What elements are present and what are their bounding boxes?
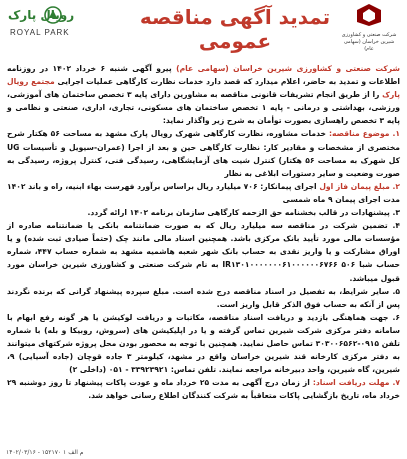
- company-seal-icon: [354, 2, 384, 28]
- item-label: ۶.: [392, 312, 400, 322]
- intro-lead: شرکت صنعتی و کشاورزی شیرین خراسان (سهامی عام): [176, 64, 400, 73]
- item-3: [7, 206, 400, 219]
- item-label: ۴.: [392, 221, 400, 231]
- item-text: پیشنهادات در قالب بخشنامه حق الزحمه کارگاهی سازمان برنامه ۱۴۰۲ ارائه گردد.: [87, 208, 393, 218]
- company-caption: شرکت صنعتی و کشاورزی شیرین خراسان (سهامی عام): [341, 32, 397, 52]
- intro-text: پیرو آگهی شنبه ۶ خرداد ۱۴۰۲ در روزنامه اطلاعات و تمدید به حاضر، اعلام میدارد که قصد دارد خدمات نظارت کارگاهی عملیات اجرایی: [7, 64, 400, 87]
- item-label: ۵.: [392, 286, 400, 296]
- item-1: [7, 127, 400, 179]
- item-text: از زمان درج آگهی به مدت ۲۵ خرداد ماه و عودت پاکات پیشنهاد تا روز دوشنبه ۲۹ خرداد ماه، تاریخ بازگشایی پاکات متعاقباً به شرکت کنندگان اطلاع رسانی خواهد شد.: [7, 378, 400, 401]
- header: [0, 0, 407, 62]
- intro-paragraph: [7, 62, 400, 127]
- item-4: [7, 219, 400, 284]
- item-label: ۱. موضوع مناقصه:: [328, 129, 400, 139]
- notice-title: تمدید آگهی مناقصه عمومی: [139, 5, 331, 53]
- company-logo: [339, 2, 399, 53]
- item-text: اجرای پیمانکار: ۷۰۶ میلیارد ریال براساس برآورد فهرست بهاء ابنیه، راه و باند ۱۴۰۲ مدت اجرای پیمان ۹ ماه شمسی: [7, 181, 400, 204]
- item-text: خدمات مشاوره، نظارت کارگاهی شهرک رویال پارک مشهد به مساحت ۵۶ هکتار شرح مختصری از مشخصات و مقادیر کار: نظارت کارگاهی حین و بعد از اجرا (عمران-سیویل و تأسیسات UG کل شهرک به مساحت ۵۶ هکتار) کنترل شیت های آزمایشگاهی، رسیدگی فنی، کنترل پروژه، رسیدگی به صورت وضعیت و سایر دستورات ابلاغی به نظار: [7, 129, 400, 178]
- item-7: [7, 376, 400, 402]
- brand-name-fa: رویال پارک: [8, 8, 75, 22]
- item-label: ۷. مهلت دریافت اسناد:: [312, 378, 400, 388]
- item-text: سایر شرایط، به تفصیل در اسناد مناقصه درج شده است. مبلغ سپرده پیشنهاد گرانی که برنده نگردند پس از آنکه به حساب فوق الذکر قابل واریز است.: [7, 286, 400, 309]
- ad-code: ۱۴۰۲/۰۳/۱۶ - ۱۵۲۱۷۰ ۱ م الف: [6, 449, 84, 456]
- item-5: [7, 285, 400, 311]
- notice-body: [0, 62, 407, 402]
- intro-text-2: را از طریق انجام تشریفات قانونی مناقصه به مشاورین دارای پایه ۳ تخصص ساختمان های آموزشی، ورزشی، بهداشتی و درمانی - پایه ۱ تخصص ساختمان های مسکونی، تجاری، اداری، صنعتی و نظامی و پایه ۳ تخصص راهسازی بصورت توأمان به شرح زیر واگذار نماید:: [7, 90, 400, 126]
- project-name: مجتمع رویال پارک: [7, 77, 401, 100]
- item-2: [7, 180, 400, 206]
- item-label: ۳.: [392, 208, 400, 218]
- item-text: جهت هماهنگی بازدید و دریافت اسناد مناقصه، مکاتبات و دریافت لوکیشن یا هر گونه رفع ابهام با سامانه دفتر مرکزی شرکت شیرین تماس گرفته و یا در اپلیکیشن های (سروش، روبیکا و بله) با شماره تلفن ۰۹۱۵-۳۰۳۰۰۶۵۶۲ تماس حاصل نمایید. همچنین با توجه به محصور بودن محل پروژه شرکتهای میتوانند به دفتر مرکزی کارخانه قند شیرین خراسان واقع در مشهد، کیلومتر ۳ جاده قوچان (جاده آسیایی) ۹، شیرین، گاه شیرین، واحد دبیرخانه مراجعه نمایند. تلفن تماس: ۳۳۹۲۳۹۲۱ - ۰۵۱ (داخلی ۲): [7, 312, 400, 375]
- item-label: ۲. مبلغ پیمان فاز اول: [319, 181, 400, 191]
- item-text: تضمین شرکت در مناقصه سه میلیارد ریال که به صورت ضمانتنامه بانکی یا ضمانتنامه صادره از مؤسسات مالی مورد تأیید بانک مرکزی باشد. همچنین اسناد مالی مانند چک (حتماً صیادی ثبت شده) و یا اوراق مشارکت و یا واریز نقدی به حساب بانک شهر شعبه هاشمیه مشهد به شماره حساب ۴۴۷، شماره حساب شبا IR۱۳۰۱۰۰۰۰۰۰۰۶۱۰۰۰۰۰۰۶۷۶۶ ۵۰۶ به نام شرکت صنعتی و کشاورزی شیرین خراسان مورد قبول میباشد.: [7, 221, 401, 283]
- brand-name-en: ROYAL PARK: [10, 28, 70, 37]
- item-6: [7, 311, 400, 376]
